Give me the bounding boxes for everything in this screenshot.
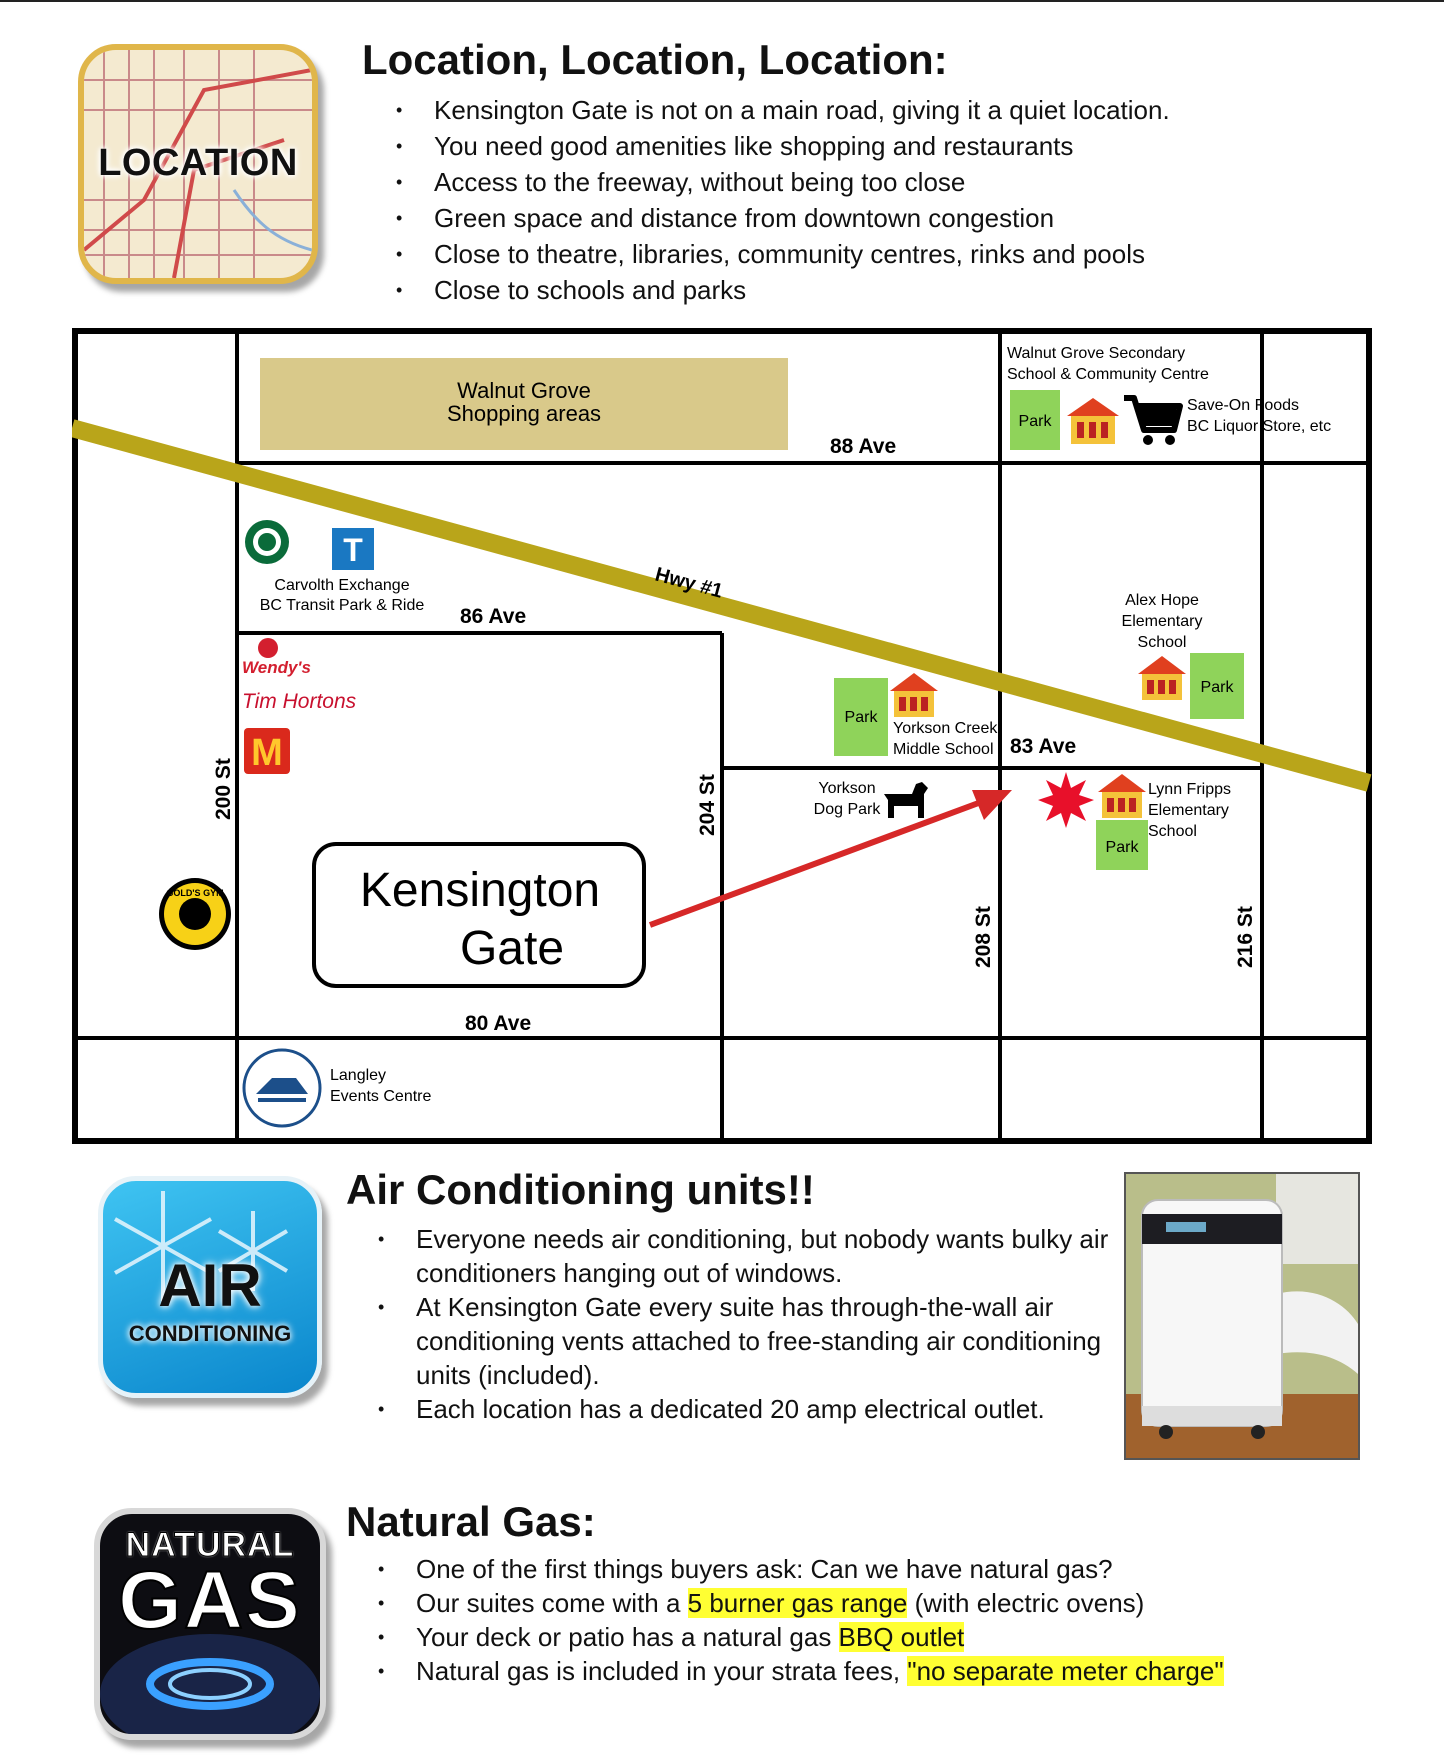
langley-label-line1: Langley [330,1067,387,1084]
air-icon-label: AIR [158,1252,262,1319]
st-204-label: 204 St [696,774,719,836]
golds-gym-logo [159,878,231,950]
transit-letter: T [343,532,363,568]
park-label: Park [844,709,878,726]
hwy-1-label: Hwy #1 [652,563,725,603]
dogpark-label-line1: Yorkson [818,780,876,797]
park-label: Park [1200,679,1234,696]
saveon-label-line2: BC Liquor Store, etc [1187,418,1332,435]
svg-text:Wendy's: Wendy's [242,658,311,677]
dogpark-label-line2: Dog Park [813,801,881,818]
air-bullet-list [370,1222,1110,1426]
st-208-label: 208 St [972,906,995,968]
list-item: • Access to the freeway, without being too close [388,164,1170,200]
list-item: • You need good amenities like shopping and restaurants [388,128,1170,164]
alexhope-label-line1: Alex Hope [1125,592,1199,609]
lynn-label-line1: Lynn Fripps [1148,781,1231,798]
shopping-label-line2: Shopping areas [446,401,602,426]
list-item: • Close to schools and parks [388,272,1170,308]
secondary-label-line1: Walnut Grove Secondary [1007,345,1186,362]
conditioning-icon-label: CONDITIONING [128,1321,292,1346]
ave-80-label: 80 Ave [465,1012,532,1035]
list-item: • Each location has a dedicated 20 amp electrical outlet. [370,1392,1110,1426]
list-item: • At Kensington Gate every suite has through-the-wall air conditioning vents attached to free-standing air conditioning units (included). [370,1290,1110,1392]
yorkson-creek-label-line1: Yorkson Creek [893,720,998,737]
list-item: • One of the first things buyers ask: Can we have natural gas? [370,1552,1370,1586]
langley-events-centre-logo [244,1050,320,1126]
carvolth-label-line2: BC Transit Park & Ride [259,597,425,614]
air-conditioning-icon [98,1176,322,1398]
list-item: • Our suites come with a 5 burner gas range (with electric ovens) [370,1586,1370,1620]
carvolth-label-line1: Carvolth Exchange [274,577,410,594]
shopping-label-line1: Walnut Grove [457,378,591,403]
saveon-label-line1: Save-On Foods [1187,397,1300,414]
natural-icon-label: NATURAL [125,1526,295,1564]
list-item: • Everyone needs air conditioning, but nobody wants bulky air conditioners hanging out of windows. [370,1222,1110,1290]
alexhope-label-line3: School [1137,634,1187,651]
st-200-label: 200 St [212,758,235,820]
langley-label-line2: Events Centre [330,1088,432,1105]
natural-gas-icon [94,1508,326,1740]
air-conditioner-photo [1124,1172,1360,1460]
transit-icon [332,528,374,570]
yorkson-creek-label-line2: Middle School [893,741,994,758]
lynn-label-line3: School [1148,823,1197,840]
highlight: 5 burner gas range [687,1588,908,1618]
ave-86-label: 86 Ave [460,605,527,628]
ave-83-label: 83 Ave [1010,735,1077,758]
gas-icon-label: GAS [118,1555,302,1646]
list-item: • Green space and distance from downtown congestion [388,200,1170,236]
list-item: • Your deck or patio has a natural gas BBQ outlet [370,1620,1370,1654]
list-item: • Close to theatre, libraries, community centres, rinks and pools [388,236,1170,272]
list-item: • Kensington Gate is not on a main road, giving it a quiet location. [388,92,1170,128]
starbucks-icon [245,520,289,564]
secondary-label-line2: School & Community Centre [1007,366,1209,383]
mcdonalds-logo [244,728,290,774]
kensington-label: Kensington [359,864,601,917]
location-map-icon [78,44,318,284]
park-label: Park [1105,839,1139,856]
location-bullet-list [388,92,1170,308]
gas-heading: Natural Gas: [346,1498,596,1545]
air-heading: Air Conditioning units!! [346,1166,815,1213]
svg-text:M: M [251,732,283,774]
lynn-label-line2: Elementary [1148,802,1229,819]
park-label: Park [1018,413,1052,430]
ave-88-label: 88 Ave [830,435,897,458]
gate-label: Gate [459,922,565,975]
tim-hortons-logo: Tim Hortons [242,690,357,713]
svg-text:GOLD'S GYM: GOLD'S GYM [166,888,224,898]
neighbourhood-map [72,328,1372,1144]
gas-bullet-list [370,1552,1370,1688]
top-rule [0,0,1444,2]
alexhope-label-line2: Elementary [1121,613,1203,630]
highlight: BBQ outlet [838,1622,965,1652]
st-216-label: 216 St [1234,906,1257,968]
highlight: "no separate meter charge" [907,1656,1224,1686]
location-icon-label: LOCATION [98,142,298,184]
location-heading: Location, Location, Location: [362,36,948,83]
list-item: • Natural gas is included in your strata fees, "no separate meter charge" [370,1654,1370,1688]
